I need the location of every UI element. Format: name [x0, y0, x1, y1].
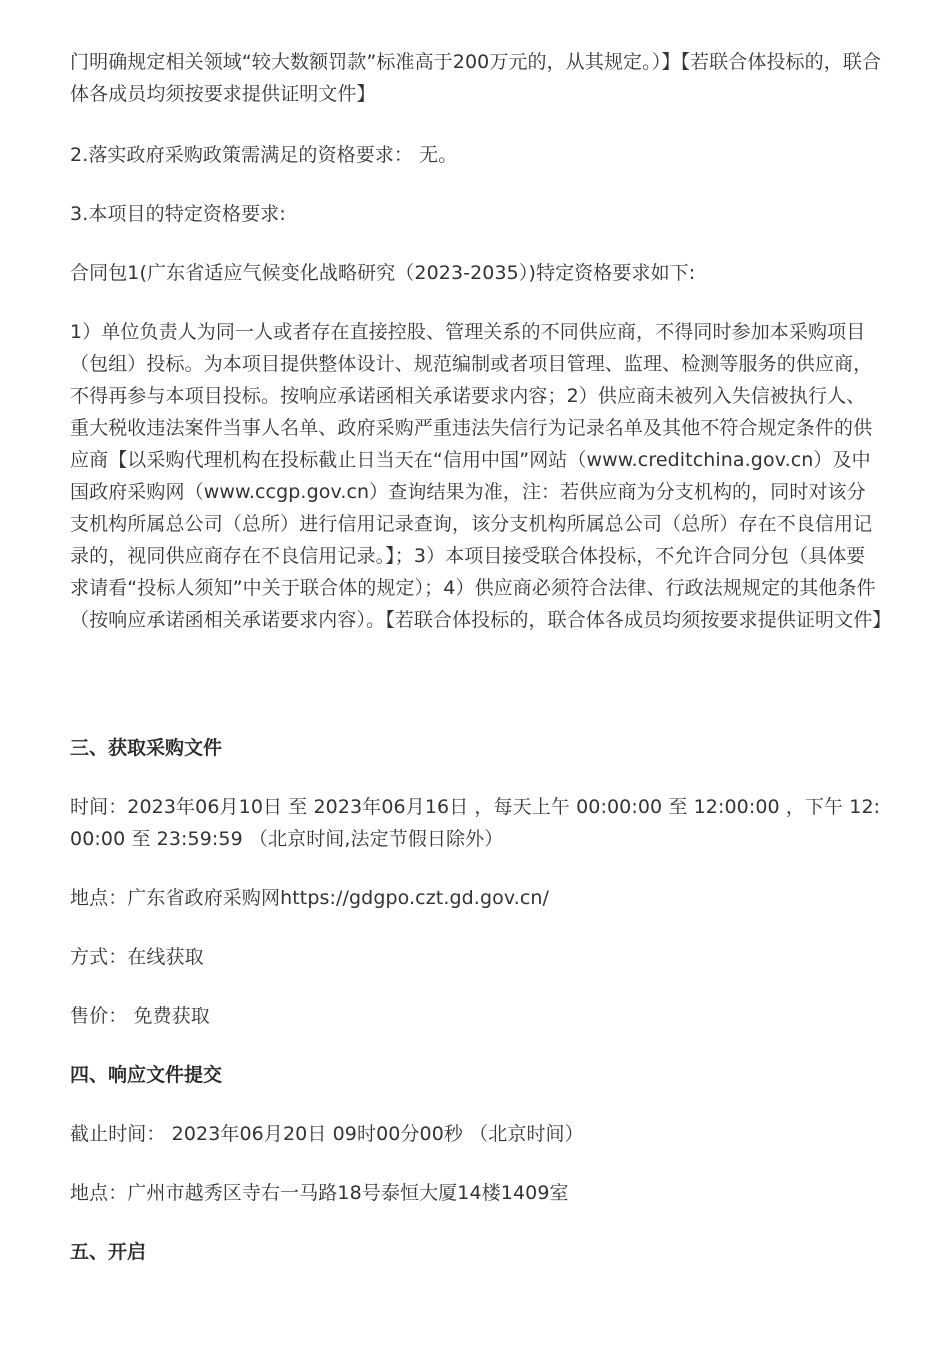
paragraph-obtain-price: 售价： 免费获取	[70, 1005, 210, 1027]
paragraph-submit-deadline: 截止时间： 2023年06月20日 09时00分00秒 （北京时间）	[70, 1123, 584, 1145]
section-heading-submit-documents: 四、响应文件提交	[70, 1064, 223, 1086]
paragraph-policy-requirement: 2.落实政府采购政策需满足的资格要求： 无。	[70, 144, 458, 166]
section-heading-opening: 五、开启	[70, 1241, 147, 1263]
paragraph-submit-place: 地点：广州市越秀区寺右一马路18号泰恒大厦14楼1409室	[70, 1182, 569, 1204]
paragraph-contract-package: 合同包1(广东省适应气候变化战略研究（2023-2035）)特定资格要求如下:	[70, 262, 696, 284]
paragraph-specific-requirement-heading: 3.本项目的特定资格要求:	[70, 203, 286, 225]
paragraph-penalty-note: 门明确规定相关领域“较大数额罚款”标准高于200万元的，从其规定。）】【若联合体投标的，联合体各成员均须按要求提供证明文件】	[70, 51, 882, 105]
paragraph-obtain-method: 方式：在线获取	[70, 946, 204, 968]
paragraph-obtain-time: 时间：2023年06月10日 至 2023年06月16日 ，每天上午 00:00:00 至 12:00:00 ，下午 12:00:00 至 23:59:59 （北京时间,法定节假日除外）	[70, 796, 881, 850]
paragraph-requirements-list: 1）单位负责人为同一人或者存在直接控股、管理关系的不同供应商，不得同时参加本采购项目（包组）投标。为本项目提供整体设计、规范编制或者项目管理、监理、检测等服务的供应商，不得再参与本项目投标。按响应承诺函相关承诺要求内容；2）供应商未被列入失信被执行人、重大税收违法案件当事人名单、政府采购严重违法失信行为记录名单及其他不符合规定条件的供应商【以采购代理机构在投标截止日当天在“信用中国”网站（www.creditchina.gov.cn）及中国政府采购网（www.ccgp.gov.cn）查询结果为准，注：若供应商为分支机构的，同时对该分支机构所属总公司（总所）进行信用记录查询，该分支机构所属总公司（总所）存在不良信用记录的，视同供应商存在不良信用记录。】；3）本项目接受联合体投标，不允许合同分包（具体要求请看“投标人须知”中关于联合体的规定）；4）供应商必须符合法律、行政法规规定的其他条件（按响应承诺函相关承诺要求内容）。【若联合体投标的，联合体各成员均须按要求提供证明文件】	[70, 321, 892, 631]
paragraph-obtain-place: 地点：广东省政府采购网https://gdgpo.czt.gd.gov.cn/	[70, 887, 550, 909]
section-heading-obtain-documents: 三、获取采购文件	[70, 737, 223, 759]
